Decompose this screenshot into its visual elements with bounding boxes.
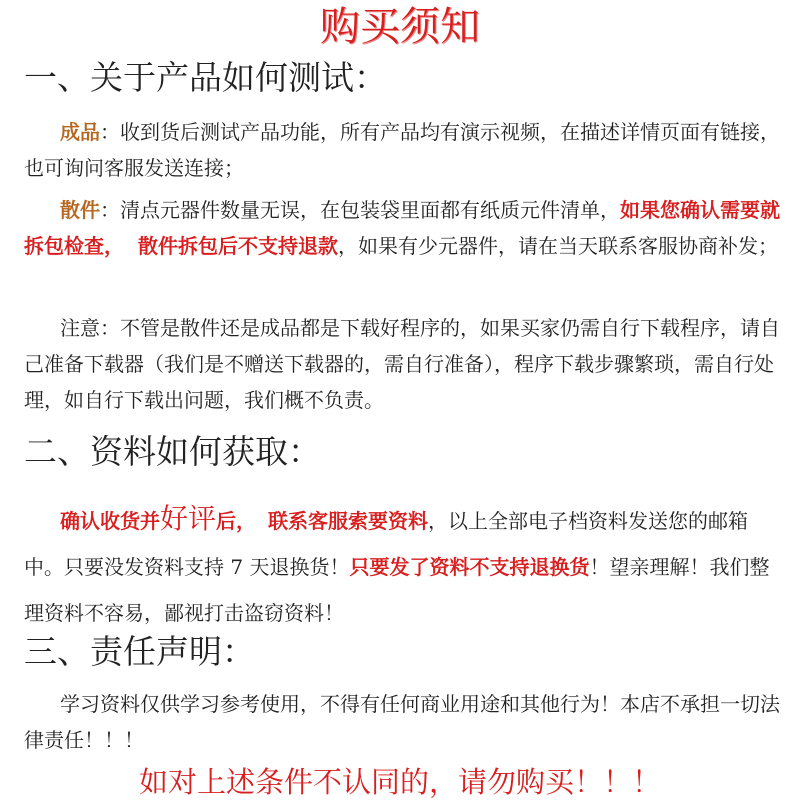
contact-service-text: 联系客服索要资料 <box>268 509 429 533</box>
section1-paragraph-finished-product <box>24 114 786 186</box>
page-title: 购买须知 <box>320 4 480 50</box>
unpack-check-warning: 如果您确认需要就拆包检查， <box>24 198 780 258</box>
good-review-text: 好评 <box>160 502 217 535</box>
loose-parts-text: ：清点元器件数量无误，在包装袋里面都有纸质元件清单， <box>100 198 620 222</box>
no-return-warning: 只要发了资料不支持退换货 <box>349 555 590 579</box>
section2-text-2: ！望亲理解！我们整理资料不容易，鄙视打击盗窃资料！ <box>24 555 770 625</box>
finished-product-label: 成品 <box>60 120 100 144</box>
section2-text: ，以上全部电子档资料发送您的邮箱中。只要没发资料支持 7 天退换货！ <box>24 509 749 579</box>
confirm-receipt-text: 确认收货并 <box>60 509 160 533</box>
section1-paragraph-loose-parts <box>24 192 786 264</box>
section2-heading: 二、资料如何获取： <box>24 432 321 471</box>
finished-product-text: ：收到货后测试产品功能，所有产品均有演示视频，在描述详情页面有链接，也可询问客服发送连接； <box>24 120 780 180</box>
footer-warning: 如对上述条件不认同的，请勿购买！！！ <box>138 765 661 799</box>
section2-paragraph <box>24 496 786 636</box>
loose-parts-text-2: ，如果有少元器件，请在当天联系客服协商补发； <box>338 234 778 258</box>
no-refund-warning: 散件拆包后不支持退款 <box>138 234 338 258</box>
loose-parts-label: 散件 <box>60 198 100 222</box>
section1-paragraph-note: 注意：不管是散件还是成品都是下载好程序的，如果买家仍需自行下载程序，请自己准备下载器（我们是不赠送下载器的，需自行准备），程序下载步骤繁琐，需自行处理，如自行下载出问题，我们概不负责。 <box>24 316 780 412</box>
section1-heading: 一、关于产品如何测试： <box>24 58 387 97</box>
section3-paragraph: 学习资料仅供学习参考使用，不得有任何商业用途和其他行为！本店不承担一切法律责任！！！ <box>24 692 780 752</box>
section3-heading: 三、责任声明： <box>24 632 255 671</box>
after-text: 后， <box>216 509 257 533</box>
